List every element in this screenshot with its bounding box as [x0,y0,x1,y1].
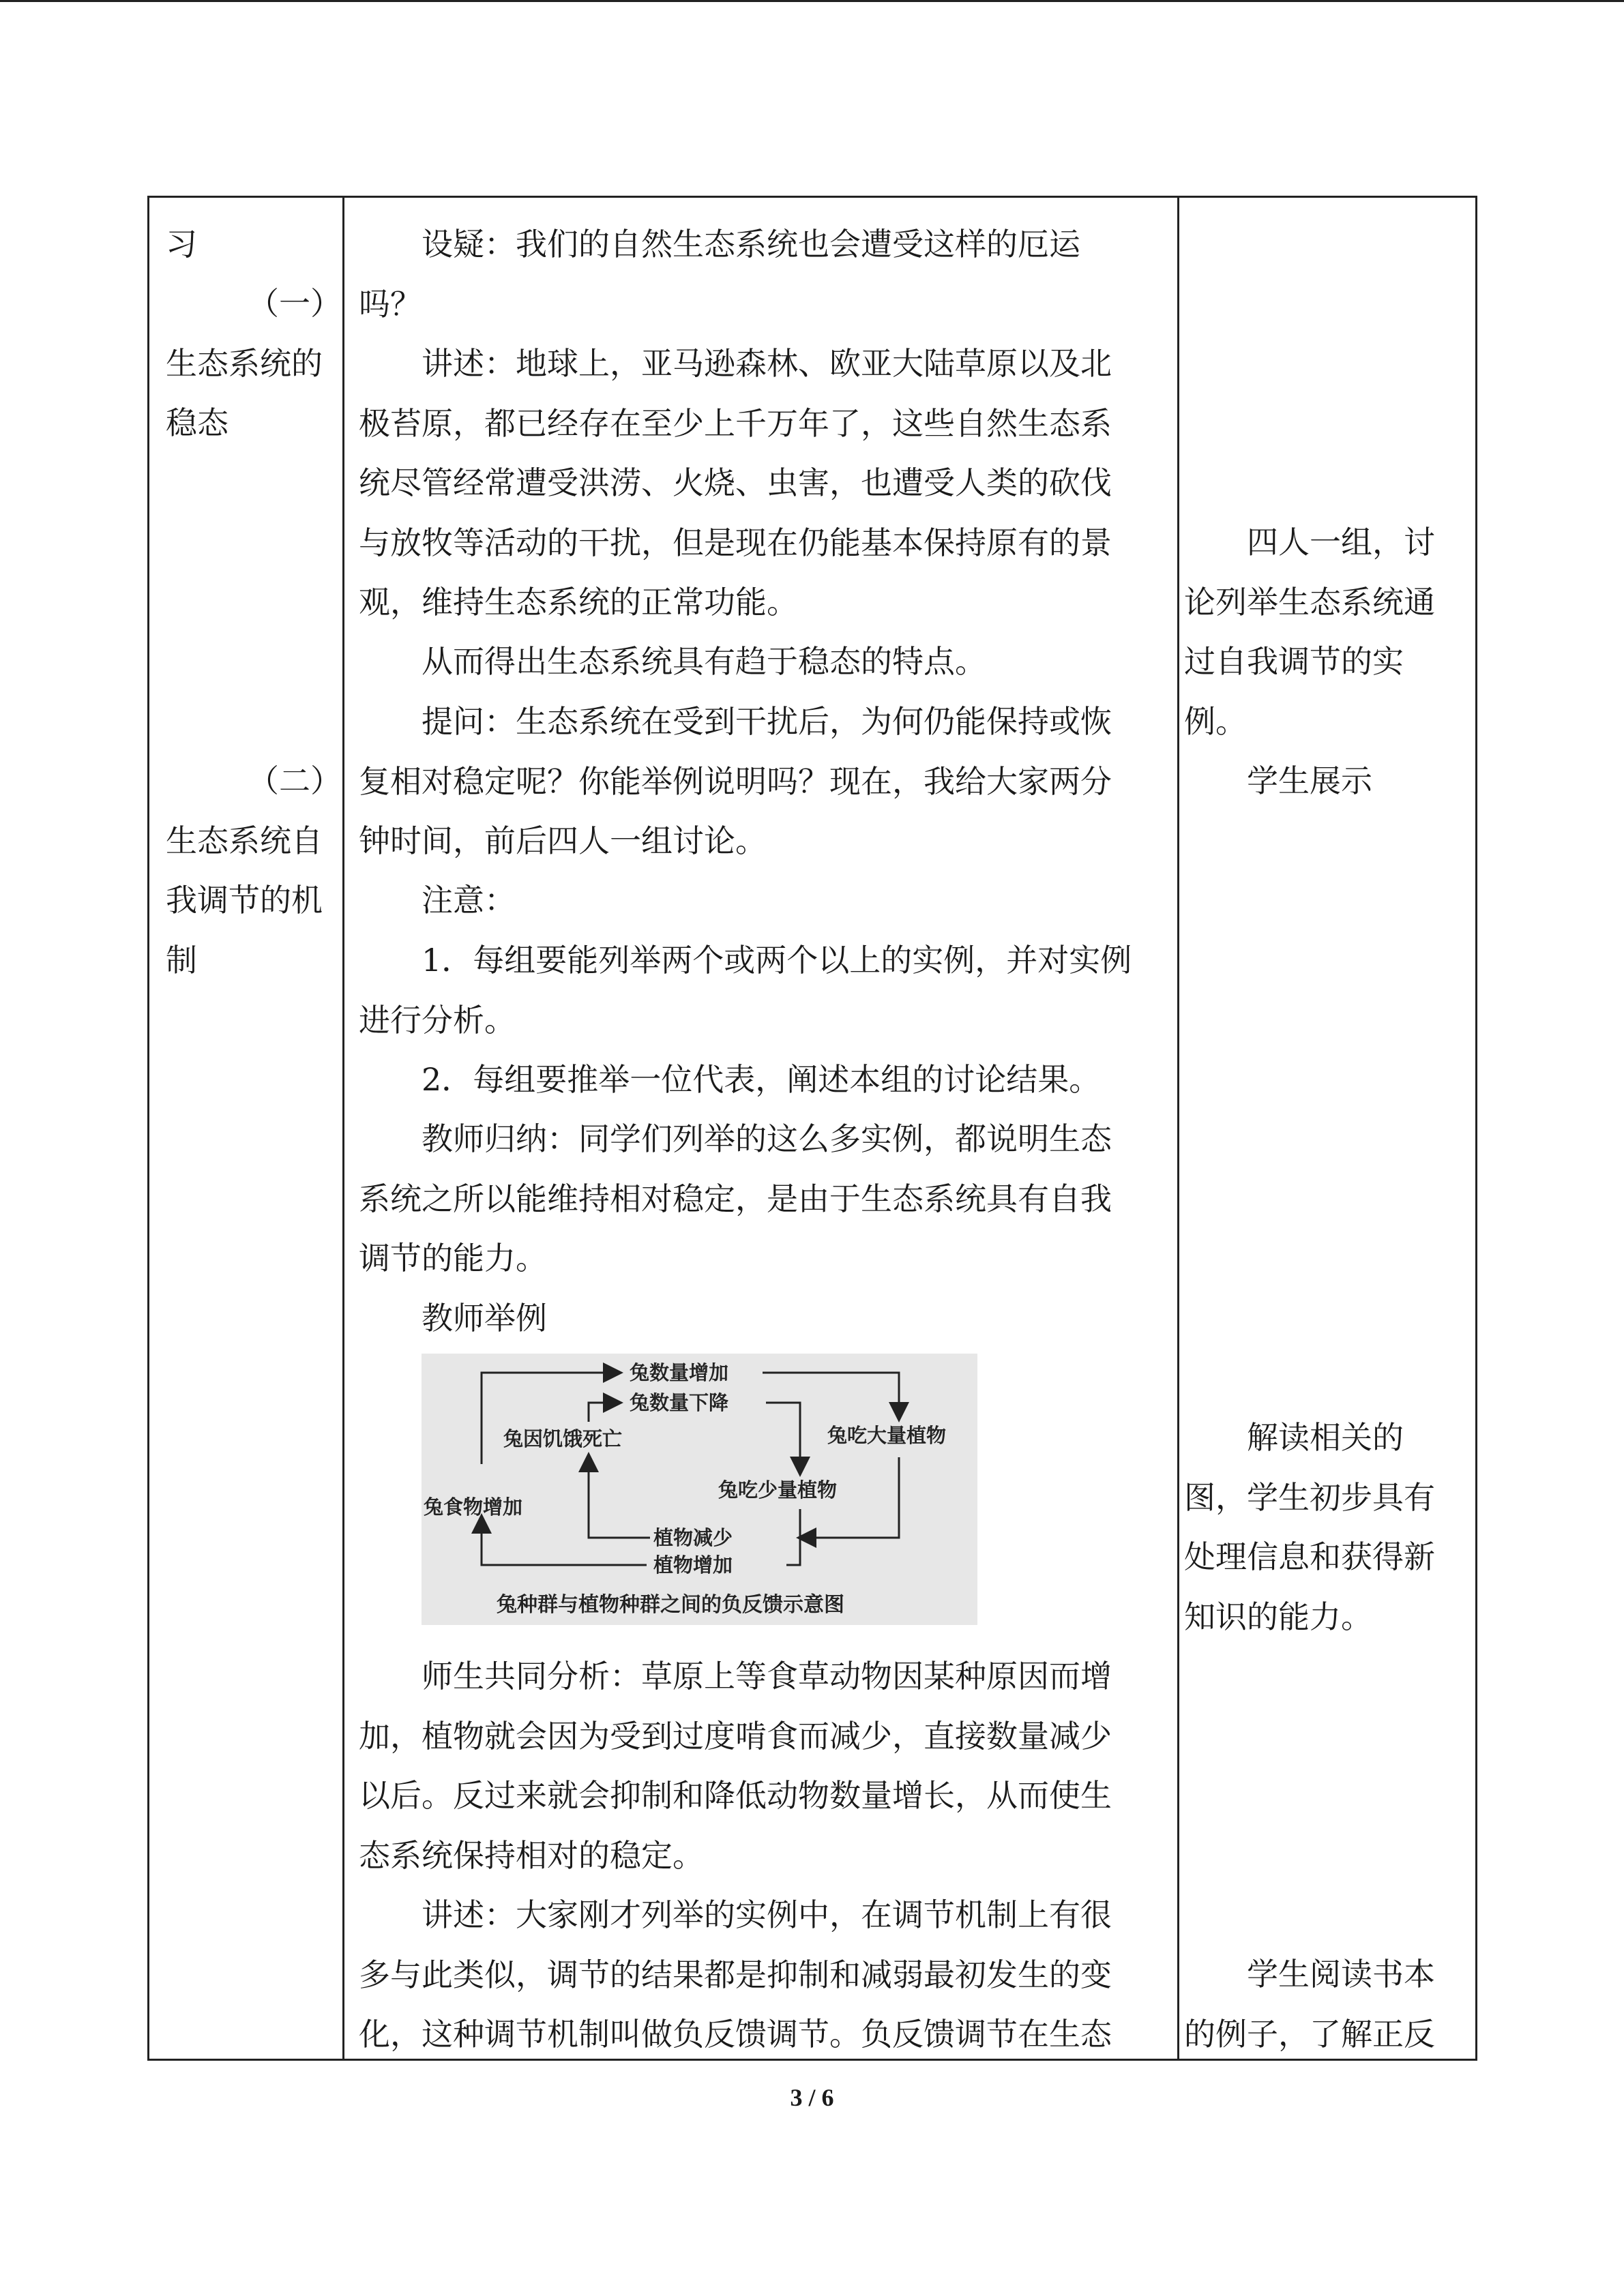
section-title: 生态系统的 [166,345,323,382]
arrow [763,1373,899,1418]
page-number: 3 / 6 [790,2084,834,2111]
diagram-caption: 兔种群与植物种群之间的负反馈示意图 [497,1593,844,1617]
paragraph: 注意： [422,882,516,919]
section-title: 制 [166,942,197,979]
diagram-label: 兔数量下降 [630,1391,729,1414]
paragraph: 提问：生态系统在受到干扰后，为何仍能保持或恢 复相对稳定呢？你能举例说明吗？现在，我给大家两分 钟时间，前后四人一组讨论。 [359,703,1112,859]
activity-block: 四人一组，讨 论列举生态系统通 过自我调节的实 例。 [1184,524,1435,740]
paragraph: 1．每组要能列举两个或两个以上的实例，并对实例 进行分析。 [359,942,1132,1039]
arrow [589,1403,619,1422]
paragraph: 教师举例 [422,1300,547,1337]
diagram-label: 兔数量增加 [630,1361,729,1384]
diagram-svg [422,1354,977,1625]
paragraph: 从而得出生态系统具有趋于稳态的特点。 [422,643,986,680]
diagram-label: 植物增加 [653,1553,733,1577]
lesson-table [147,196,1477,2061]
column-divider [342,198,344,2059]
diagram-label: 兔吃大量植物 [827,1424,947,1447]
paragraph: 2．每组要推举一位代表，阐述本组的讨论结果。 [422,1061,1101,1098]
arrow [482,1517,647,1565]
top-rule [0,0,1624,2]
negative-feedback-diagram [422,1354,977,1625]
section-title: 稳态 [166,404,228,441]
section-text: 习 [166,226,197,263]
paragraph: 教师归纳：同学们列举的这么多实例，都说明生态 系统之所以能维持相对稳定，是由于生态系统具有自我 调节的能力。 [359,1120,1112,1277]
activity-block: 学生展示 [1247,762,1372,799]
paragraph: 讲述：大家刚才列举的实例中，在调节机制上有很 多与此类似，调节的结果都是抑制和减弱最初发生的变 化，这种调节机制叫做负反馈调节。负反馈调节在生态 [359,1896,1112,2053]
section-number: （一） [248,285,342,322]
arrow [766,1403,800,1473]
diagram-label: 兔吃少量植物 [718,1478,838,1502]
activity-block: 学生阅读书本 的例子，了解正反 [1184,1956,1435,2053]
arrow [786,1509,800,1565]
arrow [589,1456,650,1538]
column-divider [1177,198,1179,2059]
paragraph: 师生共同分析：草原上等食草动物因某种原因而增 加，植物就会因为受到过度啃食而减少，直接数量减少 以后。反过来就会抑制和降低动物数量增长，从而使生 态系统保持相对的稳定。 [359,1658,1112,1874]
activity-block: 解读相关的 图，学生初步具有 处理信息和获得新 知识的能力。 [1184,1419,1435,1635]
diagram-label: 植物减少 [653,1526,733,1549]
section-title: 我调节的机 [166,882,323,919]
paragraph: 设疑：我们的自然生态系统也会遭受这样的厄运 吗？ [359,226,1080,323]
diagram-label: 兔因饥饿死亡 [503,1427,623,1450]
diagram-label: 兔食物增加 [424,1495,523,1519]
section-number: （二） [248,762,342,799]
section-title: 生态系统自 [166,822,323,859]
paragraph: 讲述：地球上，亚马逊森林、欧亚大陆草原以及北 极苔原，都已经存在至少上千万年了，这些自然生态系 统尽管经常遭受洪涝、火烧、虫害，也遭受人类的砍伐 与放牧等活动的干扰，但是现在仍能基本保持原有的景 观，维持生态系统的正常功能。 [359,345,1112,621]
